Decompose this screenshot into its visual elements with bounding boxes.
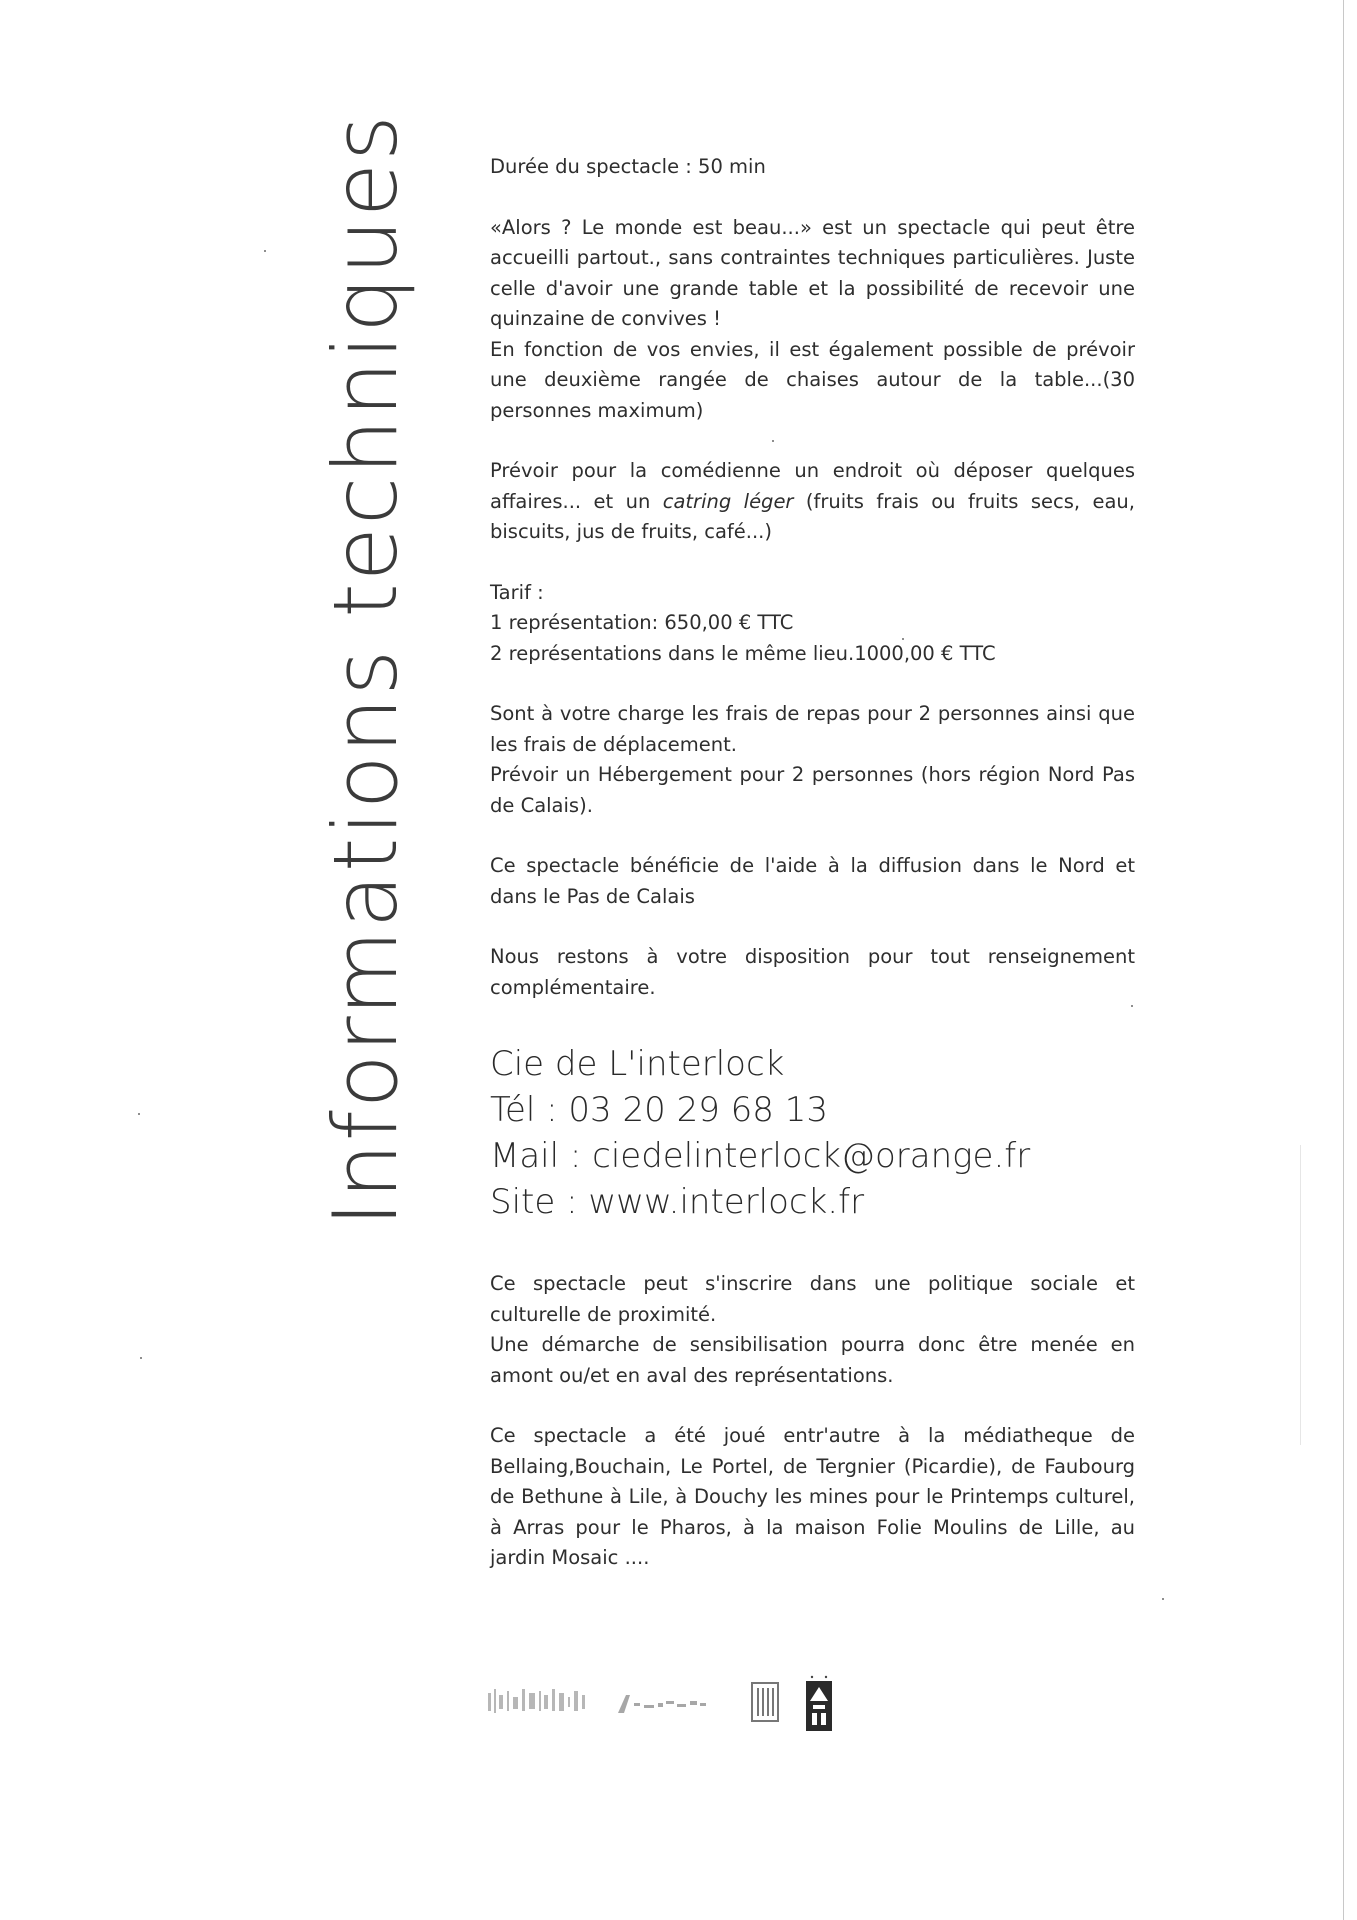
tarif-single: 1 représentation: 650,00 € TTC: [490, 611, 794, 634]
scan-speck: [138, 1113, 140, 1115]
partner-logo-1: [486, 1683, 596, 1719]
scan-speck: [140, 1357, 142, 1359]
availability-paragraph: Nous restons à votre disposition pour tout renseignement complémentaire.: [490, 945, 1135, 999]
scan-edge-line-faint: [1300, 1145, 1301, 1445]
catering-text-start: Prévoir pour la comédienne un endroit où déposer quelques affaires... et un: [490, 459, 1135, 513]
tarif-double: 2 représentations dans le même lieu.1000,00 € TTC: [490, 641, 996, 665]
charges-paragraph: Sont à votre charge les frais de repas pour 2 personnes ainsi que les frais de déplacement.: [490, 702, 1135, 756]
catering-paragraph: [490, 456, 1135, 548]
main-text-column: [490, 152, 1135, 1574]
scan-speck: [1162, 1598, 1164, 1600]
venues-paragraph: Ce spectacle a été joué entr'autre à la médiatheque de Bellaing,Bouchain, Le Portel, de Tergnier (Picardie), de Faubourg de Bethune à Lile, à Douchy les mines pour le Printemps culturel, à Arras pour le Pharos, à la maison Folie Moulins de Lille, au jardin Mosaic ....: [490, 1424, 1135, 1569]
catering-text-end: (fruits frais ou fruits secs, eau, biscuits, jus de fruits, café...): [490, 489, 1135, 543]
email-address: Mail : ciedelinterlock@orange.fr: [490, 1136, 1031, 1176]
awareness-paragraph: Une démarche de sensibilisation pourra donc être menée en amont ou/et en aval des représentations.: [490, 1333, 1135, 1387]
phone-number: Tél : 03 20 29 68 13: [490, 1090, 828, 1130]
social-paragraph: Ce spectacle peut s'inscrire dans une politique sociale et culturelle de proximité.: [490, 1272, 1135, 1326]
lodging-paragraph: Prévoir un Hébergement pour 2 personnes (hors région Nord Pas de Calais).: [490, 763, 1135, 817]
scan-speck: [264, 250, 266, 252]
aid-paragraph: Ce spectacle bénéficie de l'aide à la diffusion dans le Nord et dans le Pas de Calais: [490, 854, 1135, 908]
partner-logo-3: [748, 1679, 782, 1725]
duration-text: Durée du spectacle : 50 min: [490, 155, 766, 178]
intro-paragraph: «Alors ? Le monde est beau...» est un spectacle qui peut être accueilli partout., sans contraintes techniques particulières. Juste celle d'avoir une grande table et la possibilité de recevoir une quinzaine de convives !: [490, 215, 1135, 330]
partner-logo-2: [614, 1689, 710, 1717]
company-name: Cie de L'interlock: [490, 1044, 785, 1084]
tarif-label: Tarif :: [490, 580, 544, 604]
vertical-section-title: Informations techniques: [314, 113, 417, 1227]
scan-edge-line: [1343, 0, 1344, 1920]
website-address: Site : www.interlock.fr: [490, 1182, 865, 1222]
catering-italic-text: catring léger: [662, 489, 794, 513]
contact-block: [490, 1041, 1135, 1225]
options-paragraph: En fonction de vos envies, il est également possible de prévoir une deuxième rangée de chaises autour de la table...(30 personnes maximum): [490, 337, 1135, 422]
partner-logo-4: [804, 1675, 834, 1733]
partner-logos: [486, 1675, 856, 1735]
